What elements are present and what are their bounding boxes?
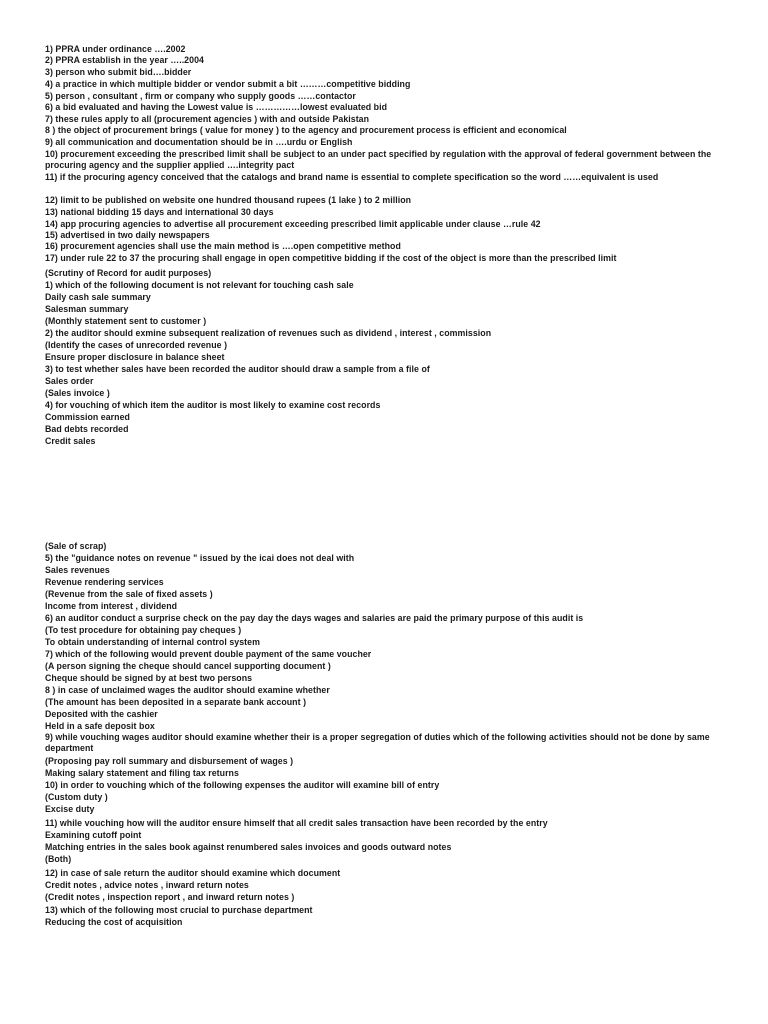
text-line: Ensure proper disclosure in balance sheet [45, 352, 225, 362]
text-line: 1) PPRA under ordinance ….2002 [45, 44, 186, 54]
text-line: 13) which of the following most crucial to purchase department [45, 905, 313, 915]
text-line: Held in a safe deposit box [45, 721, 155, 731]
text-line: Commission earned [45, 412, 130, 422]
text-line: Bad debts recorded [45, 424, 129, 434]
text-line: 9) while vouching wages auditor should examine whether their is a proper segregation of duties which of the following activities should not be done by same department [45, 732, 710, 753]
text-line: Examining cutoff point [45, 830, 142, 840]
text-line: (A person signing the cheque should cancel supporting document ) [45, 661, 331, 671]
text-line: (Sales invoice ) [45, 388, 110, 398]
text-line: Excise duty [45, 804, 95, 814]
text-line: (Proposing pay roll summary and disbursement of wages ) [45, 756, 294, 766]
text-line: (Identify the cases of unrecorded revenue ) [45, 340, 228, 350]
text-line: Matching entries in the sales book against renumbered sales invoices and goods outward notes [45, 842, 452, 852]
text-line: Sales revenues [45, 565, 110, 575]
text-line: 3) to test whether sales have been recorded the auditor should draw a sample from a file of [45, 364, 430, 374]
text-line: 15) advertised in two daily newspapers [45, 230, 210, 240]
text-line: Revenue rendering services [45, 577, 164, 587]
text-line: (Custom duty ) [45, 792, 108, 802]
text-line: Credit notes , advice notes , inward return notes [45, 880, 249, 890]
text-line: 13) national bidding 15 days and international 30 days [45, 207, 274, 217]
text-line: 4) a practice in which multiple bidder or vendor submit a bit ………competitive bidding [45, 79, 411, 89]
text-line: 8 ) in case of unclaimed wages the auditor should examine whether [45, 685, 330, 695]
text-line: Deposited with the cashier [45, 709, 158, 719]
text-line: 16) procurement agencies shall use the main method is ….open competitive method [45, 241, 401, 251]
text-line: (Sale of scrap) [45, 541, 107, 551]
text-line: 12) limit to be published on website one hundred thousand rupees (1 lake ) to 2 million [45, 195, 412, 205]
text-line: 6) a bid evaluated and having the Lowest value is ……………lowest evaluated bid [45, 102, 388, 112]
text-line: 3) person who submit bid….bidder [45, 67, 192, 77]
text-line: 11) if the procuring agency conceived that the catalogs and brand name is essential to complete specification so the word ……equivalent is used [45, 172, 659, 182]
text-line: Income from interest , dividend [45, 601, 178, 611]
text-line: Making salary statement and filing tax returns [45, 768, 239, 778]
text-line: (The amount has been deposited in a separate bank account ) [45, 697, 307, 707]
text-line: 5) person , consultant , firm or company who supply goods ……contactor [45, 91, 356, 101]
text-line: 11) while vouching how will the auditor ensure himself that all credit sales transaction have been recorded by the entry [45, 818, 548, 828]
text-line: 17) under rule 22 to 37 the procuring shall engage in open competitive bidding if the cost of the object is more than the prescribed limit [45, 253, 617, 263]
text-line: (Scrutiny of Record for audit purposes) [45, 268, 212, 278]
text-line: Sales order [45, 376, 94, 386]
text-line: 8 ) the object of procurement brings ( value for money ) to the agency and procurement process is efficient and economical [45, 125, 567, 135]
text-line: Reducing the cost of acquisition [45, 917, 183, 927]
text-line: 9) all communication and documentation should be in ….urdu or English [45, 137, 353, 147]
text-line: (Monthly statement sent to customer ) [45, 316, 207, 326]
text-line: (Both) [45, 854, 72, 864]
text-line: 10) procurement exceeding the prescribed limit shall be subject to an under pact specified by regulation with the approval of federal government between the procuring agency and the supplier applied ….integrity pact [45, 149, 712, 170]
text-line: 5) the "guidance notes on revenue " issued by the icai does not deal with [45, 553, 355, 563]
text-line: 6) an auditor conduct a surprise check on the pay day the days wages and salaries are paid the primary purpose of this audit is [45, 613, 584, 623]
text-line: 7) which of the following would prevent double payment of the same voucher [45, 649, 372, 659]
text-line: 10) in order to vouching which of the following expenses the auditor will examine bill of entry [45, 780, 440, 790]
text-line: Daily cash sale summary [45, 292, 151, 302]
text-line: Cheque should be signed by at best two persons [45, 673, 253, 683]
text-line: (Credit notes , inspection report , and inward return notes ) [45, 892, 295, 902]
text-line: 14) app procuring agencies to advertise all procurement exceeding prescribed limit applicable under clause …rule 42 [45, 219, 541, 229]
text-line: 2) PPRA establish in the year …..2004 [45, 55, 204, 65]
text-line: To obtain understanding of internal control system [45, 637, 260, 647]
text-line: Salesman summary [45, 304, 129, 314]
text-line: 1) which of the following document is not relevant for touching cash sale [45, 280, 354, 290]
text-line: (To test procedure for obtaining pay cheques ) [45, 625, 242, 635]
text-line: 12) in case of sale return the auditor should examine which document [45, 868, 341, 878]
text-line: (Revenue from the sale of fixed assets ) [45, 589, 213, 599]
text-line: 2) the auditor should exmine subsequent realization of revenues such as dividend , interest , commission [45, 328, 492, 338]
text-line: Credit sales [45, 436, 96, 446]
text-line: 7) these rules apply to all (procurement agencies ) with and outside Pakistan [45, 114, 370, 124]
text-line: 4) for vouching of which item the auditor is most likely to examine cost records [45, 400, 381, 410]
